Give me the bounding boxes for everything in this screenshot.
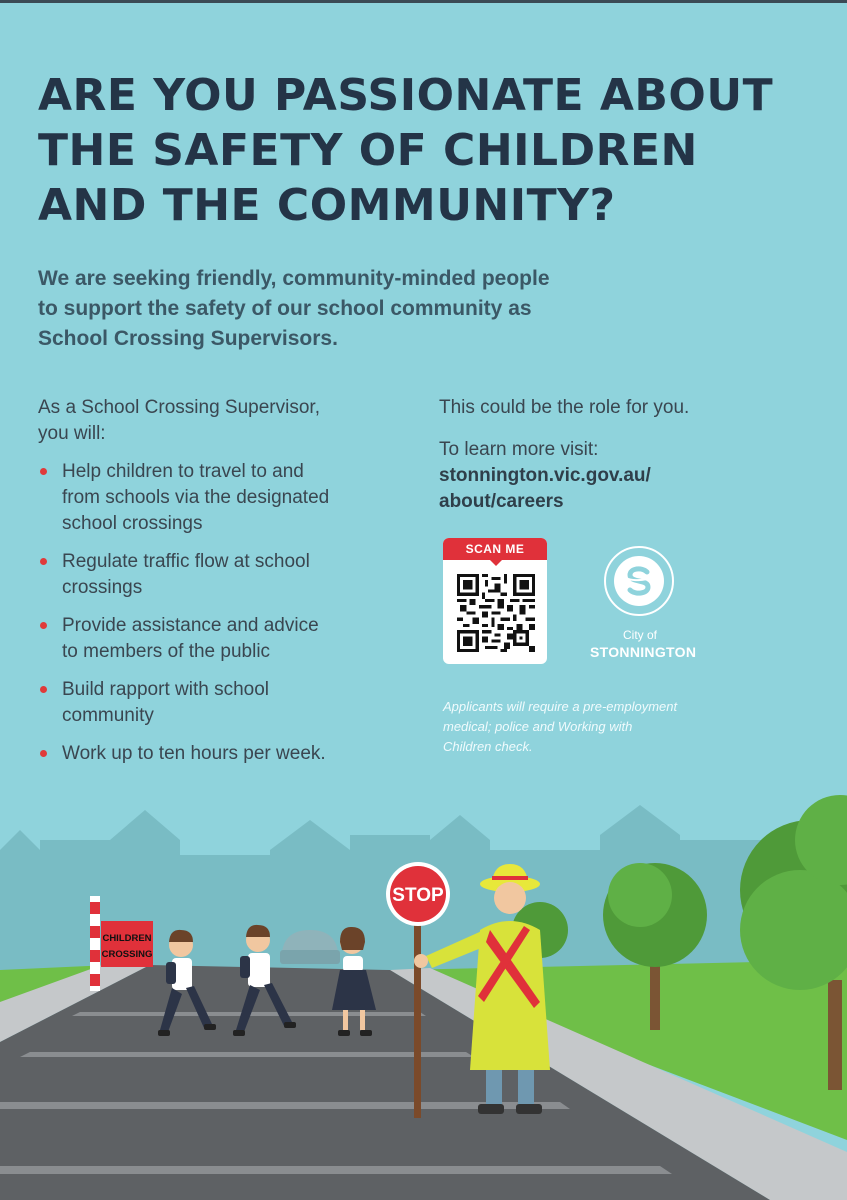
requirements-line: Applicants will require a pre-employment [443, 699, 678, 714]
requirements-line: medical; police and Working with [443, 719, 633, 734]
top-border [0, 0, 847, 3]
qr-code-icon [457, 574, 535, 652]
scan-me-label: SCAN ME [443, 538, 547, 560]
logo-name-text: STONNINGTON [590, 644, 697, 660]
bullet-icon [40, 686, 47, 693]
list-item-line: school crossings [62, 513, 203, 534]
list-item-line: Provide assistance and advice [62, 615, 319, 636]
list-item-line: crossings [62, 577, 143, 598]
title-line: ARE YOU PASSIONATE ABOUT [38, 70, 774, 121]
scan-tag-pointer [490, 560, 502, 566]
list-item-line: Build rapport with school [62, 679, 269, 700]
intro-line: to support the safety of our school community as [38, 297, 532, 320]
list-item-line: Help children to travel to and [62, 461, 304, 482]
logo-s-icon [614, 556, 664, 606]
duties-lead [38, 395, 398, 447]
stop-sign-text: STOP [392, 885, 444, 906]
bullet-icon [40, 468, 47, 475]
logo-ring [604, 546, 674, 616]
duties-lead-line: you will: [38, 423, 106, 444]
intro-line: We are seeking friendly, community-minded people [38, 267, 550, 290]
requirements-note [443, 697, 763, 757]
learn-more-text: To learn more visit: [439, 439, 599, 460]
careers-link-line: about/careers [439, 491, 564, 512]
city-of-stonnington-logo [590, 540, 697, 670]
list-item [38, 459, 398, 537]
crossing-sign-line-2: CROSSING [101, 949, 153, 960]
call-to-action [439, 395, 819, 515]
list-item [38, 741, 398, 767]
title-line: THE SAFETY OF CHILDREN [38, 125, 698, 176]
intro-line: School Crossing Supervisors. [38, 327, 338, 350]
bullet-icon [40, 558, 47, 565]
logo-emblem [614, 556, 664, 606]
list-item-line: Regulate traffic flow at school [62, 551, 310, 572]
duties-lead-line: As a School Crossing Supervisor, [38, 397, 320, 418]
page-title [38, 68, 828, 233]
qr-code-card[interactable] [443, 538, 547, 664]
list-item [38, 549, 398, 601]
bullet-icon [40, 750, 47, 757]
list-item [38, 613, 398, 665]
duties-section [38, 395, 398, 779]
careers-link-line: stonnington.vic.gov.au/ [439, 465, 651, 486]
list-item-line: from schools via the designated [62, 487, 330, 508]
title-line: AND THE COMMUNITY? [38, 180, 616, 231]
careers-link[interactable] [439, 463, 819, 515]
intro-paragraph [38, 264, 678, 354]
logo-city-text: City of [622, 628, 657, 642]
requirements-line: Children check. [443, 739, 533, 754]
role-text: This could be the role for you. [439, 397, 690, 418]
list-item [38, 677, 398, 729]
list-item-line: to members of the public [62, 641, 271, 662]
list-item-line: community [62, 705, 154, 726]
duties-list [38, 459, 398, 767]
bullet-icon [40, 622, 47, 629]
list-item-line: Work up to ten hours per week. [62, 743, 326, 764]
crossing-illustration [0, 780, 847, 1200]
crossing-sign-line-1: CHILDREN [102, 933, 152, 944]
